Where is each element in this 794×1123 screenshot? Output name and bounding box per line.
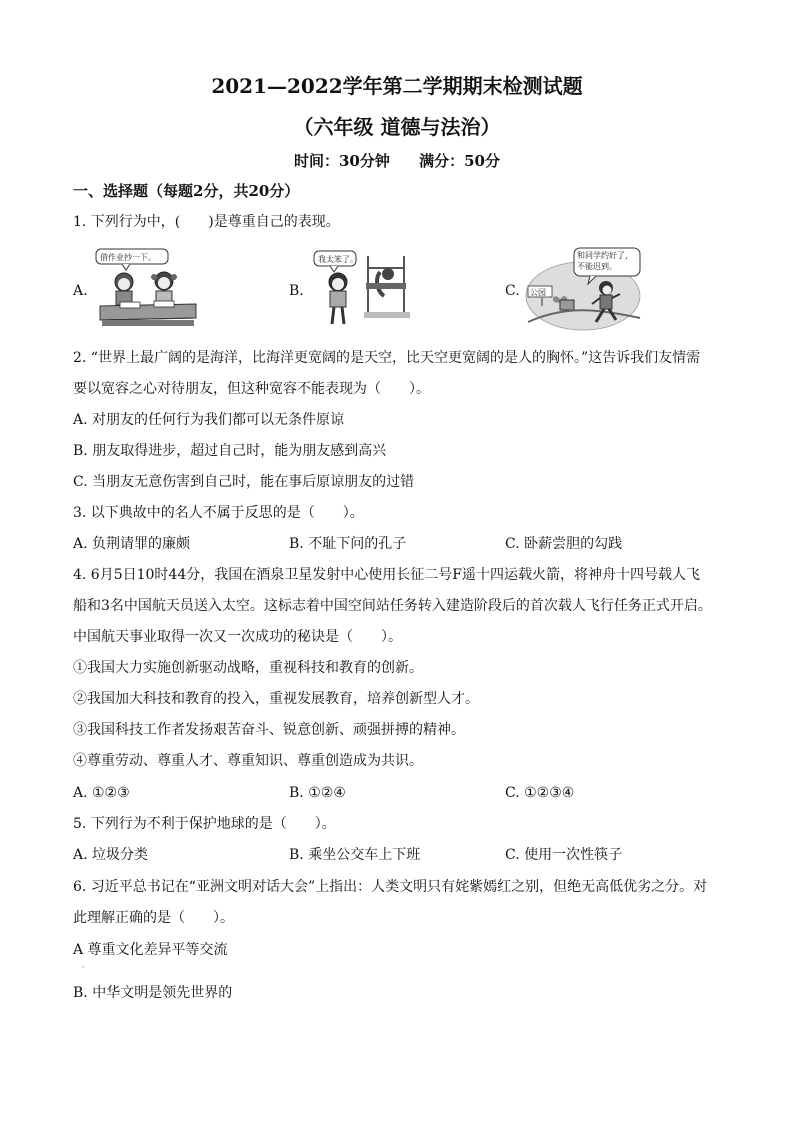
exam-time: 时间：30分钟 (294, 152, 390, 170)
q1-bubble-a: 借作业抄一下。 (100, 253, 156, 262)
q3-stem: 3. 以下典故中的名人不属于反思的是（ ）。 (73, 505, 364, 521)
q3-option-b: B. 不耻下问的孔子 (289, 536, 407, 552)
q4-stem-line3: 中国航天事业取得一次又一次成功的秘诀是（ ）。 (73, 629, 402, 645)
q6-stem-line2: 此理解正确的是（ ）。 (73, 910, 234, 926)
q2-option-c: C. 当朋友无意伤害到自己时，能在事后原谅朋友的过错 (73, 474, 415, 490)
q5-option-a: A. 垃圾分类 (73, 847, 149, 863)
q4-statement-2: ②我国加大科技和教育的投入，重视发展教育，培养创新型人才。 (73, 691, 479, 707)
q1-picture-c (524, 246, 642, 332)
q4-stem-line2: 船和3名中国航天员送入太空。这标志着中国空间站任务转入建造阶段后的首次载人飞行任务正式开启。 (73, 598, 712, 614)
q3-option-c: C. 卧薪尝胆的勾践 (505, 536, 623, 552)
q2-option-b: B. 朋友取得进步，超过自己时，能为朋友感到高兴 (73, 443, 387, 459)
q4-statement-1: ①我国大力实施创新驱动战略，重视科技和教育的创新。 (73, 660, 423, 676)
q4-option-a: A. ①②③ (73, 785, 130, 801)
exam-score: 满分：50分 (419, 152, 500, 170)
q1-stem: 1. 下列行为中，( )是尊重自己的表现。 (73, 214, 340, 230)
q3-option-a: A. 负荆请罪的廉颇 (73, 536, 191, 552)
q5-stem: 5. 下列行为不利于保护地球的是（ ）。 (73, 816, 336, 832)
q2-stem-line1: 2. “世界上最广阔的是海洋，比海洋更宽阔的是天空，比天空更宽阔的是人的胸怀。”这告诉我们友情需 (73, 350, 701, 366)
q1-bubble-c: 和同学约好了，不能迟到。 (577, 251, 633, 271)
q2-option-a: A. 对朋友的任何行为我们都可以无条件原谅 (73, 412, 345, 428)
q1-picture-b (308, 246, 420, 330)
exam-subtitle: （六年级 道德与法治） (293, 115, 501, 139)
q4-stem-line1: 4. 6月5日10时44分，我国在酒泉卫星发射中心使用长征二号F遥十四运载火箭，将神舟十四号载人飞 (73, 567, 700, 583)
stray-mark: · (82, 963, 85, 972)
q6-option-b: B. 中华文明是领先世界的 (73, 985, 233, 1001)
exam-title: 2021—2022学年第二学期期末检测试题 (211, 74, 583, 98)
q1-label-a: A. (73, 283, 88, 299)
q1-label-c: C. (505, 283, 520, 299)
section-heading: 一、选择题（每题2分，共20分） (73, 182, 300, 200)
q1-picture-a (92, 246, 204, 330)
q6-option-a: A 尊重文化差异平等交流 (73, 942, 228, 958)
q1-label-b: B. (289, 283, 304, 299)
q1-park-sign: 公园 (530, 288, 546, 297)
q5-option-c: C. 使用一次性筷子 (505, 847, 623, 863)
q4-option-b: B. ①②④ (289, 785, 346, 801)
q4-statement-4: ④尊重劳动、尊重人才、尊重知识、尊重创造成为共识。 (73, 753, 423, 769)
q5-option-b: B. 乘坐公交车上下班 (289, 847, 421, 863)
q6-stem-line1: 6. 习近平总书记在“亚洲文明对话大会”上指出：人类文明只有姹紫嫣红之别，但绝无高低优劣之分。对 (73, 879, 708, 895)
q1-bubble-b: 我太笨了。 (318, 255, 358, 264)
q2-stem-line2: 要以宽容之心对待朋友，但这种宽容不能表现为（ ）。 (73, 381, 430, 397)
exam-meta (0, 150, 794, 171)
q4-option-c: C. ①②③④ (505, 785, 575, 801)
q4-statement-3: ③我国科技工作者发扬艰苦奋斗、锐意创新、顽强拼搏的精神。 (73, 722, 465, 738)
